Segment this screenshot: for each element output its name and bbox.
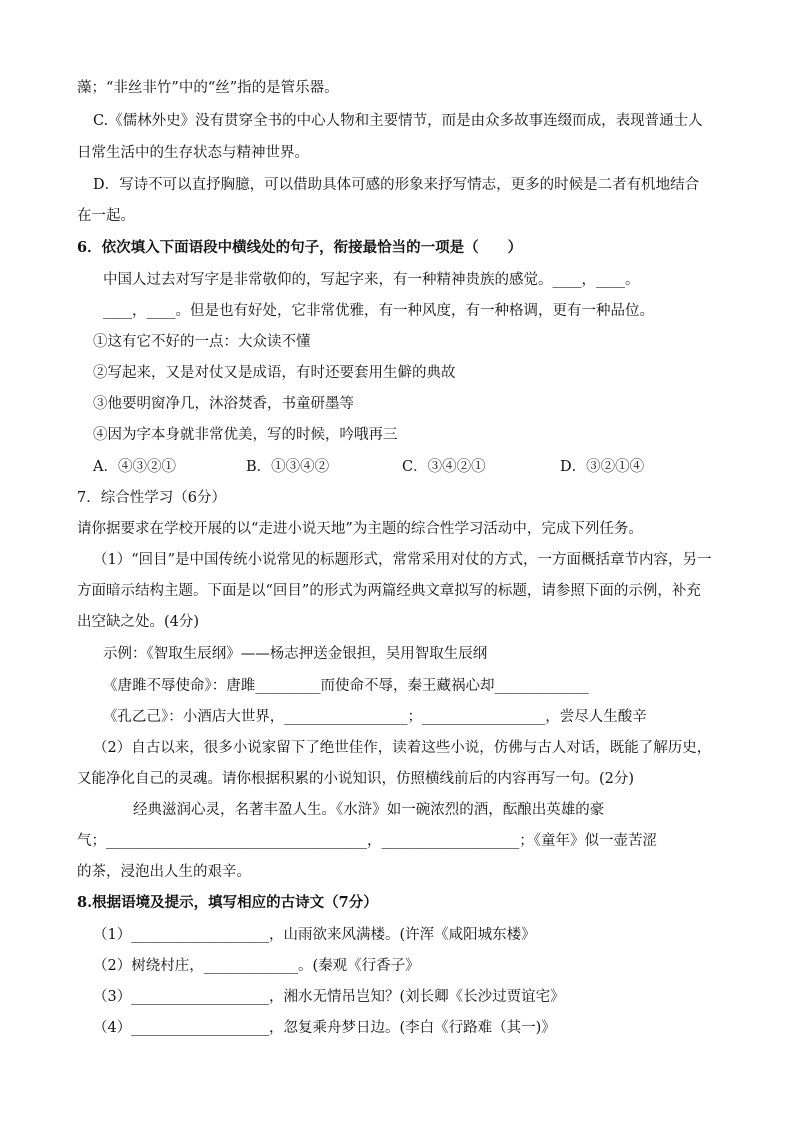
sentence-1: ①这有它不好的一点：大众读不懂 xyxy=(93,334,311,350)
question-6-passage-line1: 中国人过去对写字是非常敬仰的，写起字来，有一种精神贵族的感觉。____，____。 xyxy=(103,272,640,288)
option-c-line2: 日常生活中的生存状态与精神世界。 xyxy=(77,145,309,161)
option-d-line1: D．写诗不可以直抒胸臆，可以借助具体可感的形象来抒写情志，更多的时候是二者有机地结合 xyxy=(93,177,700,193)
question-7-example: 示例：《智取生辰纲》——杨志押送金银担，吴用智取生辰纲 xyxy=(103,646,488,662)
question-7-part2-line2: 又能净化自己的灵魂。请你根据积累的小说知识，仿照横线前后的内容再写一句。(2分) xyxy=(77,771,635,787)
poem-fill-2[interactable]: （2）树绕村庄，_____________。(秦观《行香子》 xyxy=(93,958,420,974)
poem-fill-3[interactable]: （3）___________________，湘水无情吊岂知？(刘长卿《长沙过贾谊宅》 xyxy=(93,989,565,1005)
question-6-title: 6．依次填入下面语段中横线处的句子，衔接最恰当的一项是（ ） xyxy=(77,239,523,256)
option-d[interactable]: D．③②①④ xyxy=(560,459,645,475)
fill-kongyiji[interactable]: 《孔乙己》：小酒店大世界，_________________；_________________，尝尽人生酸辛 xyxy=(103,709,647,725)
question-7-title: 7．综合性学习（6分） xyxy=(77,490,226,506)
question-7-part2-line1: （2）自古以来，很多小说家留下了绝世佳作，读着这些小说，仿佛与古人对话，既能了解历史， xyxy=(93,740,712,756)
sentence-4: ④因为字本身就非常优美，写的时候，吟哦再三 xyxy=(93,427,398,443)
fill-novel-sentence[interactable]: 气；____________________________________，___________________；《童年》似一壶苦涩 xyxy=(77,833,657,849)
question-6-passage-line2: ____，____。但是也有好处，它非常优雅，有一种风度，有一种格调，更有一种品位。 xyxy=(103,303,654,319)
fill-tangju[interactable]: 《唐雎不辱使命》：唐雎_________而使命不辱，秦王藏祸心却_____________ xyxy=(103,678,589,694)
option-d-line2: 在一起。 xyxy=(77,208,135,224)
option-c[interactable]: C．③④②① xyxy=(402,459,486,475)
question-8-title: 8.根据语境及提示，填写相应的古诗文（7分） xyxy=(77,894,378,911)
prev-option-b-end: 藻；“非丝非竹”中的“丝”指的是管乐器。 xyxy=(77,80,339,96)
sentence-2: ②写起来，又是对仗又是成语，有时还要套用生僻的典故 xyxy=(93,365,456,381)
option-c-line1: C.《儒林外史》没有贯穿全书的中心人物和主要情节，而是由众多故事连缀而成，表现普通士人 xyxy=(93,113,703,129)
question-7-part1-line2: 方面暗示结构主题。下面是以“回目”的形式为两篇经典文章拟写的标题，请参照下面的示例，补充 xyxy=(77,583,701,599)
option-a[interactable]: A．④③②① xyxy=(93,459,176,475)
question-7-part2-line3: 经典滋润心灵，名著丰盈人生。《水浒》如一碗浓烈的酒，酝酿出英雄的豪 xyxy=(133,802,605,818)
option-b[interactable]: B．①③④② xyxy=(246,459,330,475)
question-6-options xyxy=(0,457,794,477)
question-7-intro: 请你据要求在学校开展的以“走进小说天地”为主题的综合性学习活动中，完成下列任务。 xyxy=(77,521,643,537)
question-7-part1-line1: （1）“回目”是中国传统小说常见的标题形式，常常采用对仗的方式，一方面概括章节内容，另一 xyxy=(93,552,712,568)
sentence-3: ③他要明窗净几，沐浴焚香，书童研墨等 xyxy=(93,396,354,412)
poem-fill-1[interactable]: （1）___________________，山雨欲来风满楼。(许浑《咸阳城东楼》 xyxy=(93,927,536,943)
question-7-part2-line5: 的茶，浸泡出人生的艰辛。 xyxy=(77,864,251,880)
poem-fill-4[interactable]: （4）___________________，忽复乘舟梦日边。(李白《行路难（其一)》 xyxy=(93,1020,556,1036)
question-7-part1-line3: 出空缺之处。(4分) xyxy=(77,614,200,630)
